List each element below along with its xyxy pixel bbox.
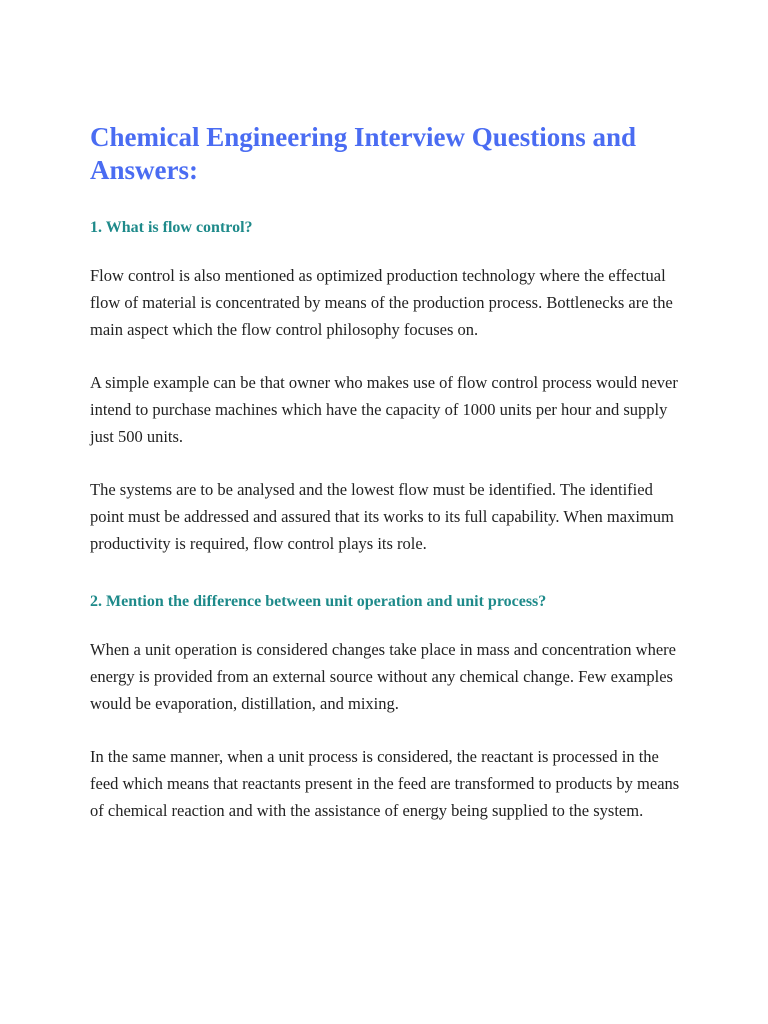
answer-paragraph: When a unit operation is considered changes take place in mass and concentration where energy is provided from an external source without any chemical change. Few examples would be evaporation, distillation, and mixing. xyxy=(90,640,676,713)
answer-paragraph: A simple example can be that owner who makes use of flow control process would never intend to purchase machines which have the capacity of 1000 units per hour and supply just 500 units. xyxy=(90,373,678,446)
answer-paragraph: The systems are to be analysed and the lowest flow must be identified. The identified point must be addressed and assured that its works to its full capability. When maximum productivity is required, flow control plays its role. xyxy=(90,480,674,553)
section-flow-control xyxy=(90,217,690,557)
question-heading: 1. What is flow control? xyxy=(90,219,253,236)
document-page xyxy=(90,121,690,824)
question-heading: 2. Mention the difference between unit operation and unit process? xyxy=(90,593,547,610)
answer-paragraph: Flow control is also mentioned as optimized production technology where the effectual flow of material is concentrated by means of the production process. Bottlenecks are the main aspect which the flow control philosophy focuses on. xyxy=(90,266,673,339)
document-title: Chemical Engineering Interview Questions and Answers: xyxy=(90,122,637,185)
section-unit-operation-vs-process xyxy=(90,591,690,824)
answer-paragraph: In the same manner, when a unit process is considered, the reactant is processed in the feed which means that reactants present in the feed are transformed to products by means of chemical reaction and with the assistance of energy being supplied to the system. xyxy=(90,747,680,820)
